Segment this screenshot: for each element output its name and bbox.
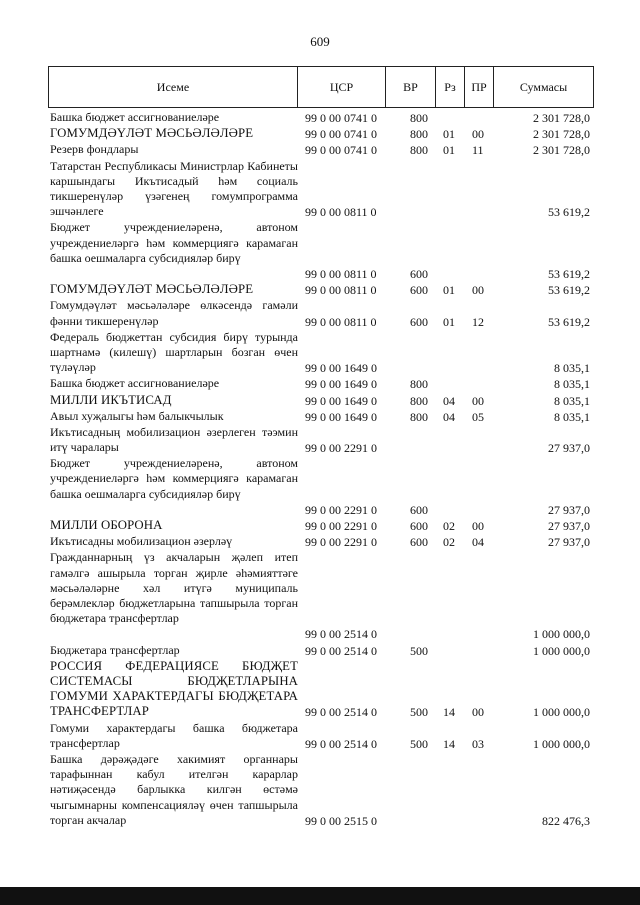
row-name: Федераль бюджеттан субсидия бирү турында шартнамә (килешү) шартларын бозган өчен түләүләр bbox=[50, 329, 298, 375]
table-row bbox=[0, 376, 640, 392]
row-vr: 800 bbox=[410, 110, 428, 125]
row-sum: 2 301 728,0 bbox=[533, 110, 590, 125]
row-name: Гомумдәүләт мәсьәләләре өлкәсендә гамәли фәнни тикшеренүләр bbox=[50, 298, 298, 328]
row-sum: 53 619,2 bbox=[548, 205, 590, 220]
row-rz: 04 bbox=[443, 409, 455, 424]
row-name: ГОМУМДӘҮЛӘТ МӘСЬӘЛӘЛӘРЕ bbox=[50, 282, 254, 297]
table-row bbox=[0, 298, 640, 329]
row-pr: 05 bbox=[472, 409, 484, 424]
row-name: Икътисадны мобилизацион әзерләү bbox=[50, 534, 233, 549]
row-csr: 99 0 00 2291 0 bbox=[305, 535, 377, 550]
row-sum: 27 937,0 bbox=[548, 535, 590, 550]
row-name: РОССИЯ ФЕДЕРАЦИЯСЕ БЮДҖЕТ СИСТЕМАСЫ БЮДҖЕТЛАРЫНА ГОМУМИ ХАРАКТЕРДАГЫ БЮДҖЕТАРА ТРАНСФЕРТЛАР bbox=[50, 658, 298, 719]
row-vr: 800 bbox=[410, 127, 428, 142]
row-pr: 12 bbox=[472, 314, 484, 329]
header-pr: ПР bbox=[465, 66, 494, 108]
row-vr: 600 bbox=[410, 266, 428, 281]
row-pr: 00 bbox=[472, 283, 484, 298]
row-csr: 99 0 00 2514 0 bbox=[305, 736, 377, 751]
table-row bbox=[0, 409, 640, 425]
header-name: Исеме bbox=[48, 66, 298, 108]
row-vr: 500 bbox=[410, 643, 428, 658]
row-sum: 27 937,0 bbox=[548, 519, 590, 534]
row-csr: 99 0 00 0741 0 bbox=[305, 110, 377, 125]
table-row bbox=[0, 159, 640, 221]
row-rz: 02 bbox=[443, 535, 455, 550]
row-sum: 8 035,1 bbox=[554, 361, 590, 376]
row-name: Бюджет учреждениеләренә, автоном учреждениеләргә һәм коммерциягә карамаган башка оешмаларга субсидияләр бирү bbox=[50, 220, 298, 265]
header-vr: ВР bbox=[386, 66, 436, 108]
row-name: Татарстан Республикасы Министрлар Кабинеты каршындагы Икътисадый һәм социаль тикшеренүләр үзәгенең гомумпрограмма эшчәнлеге bbox=[50, 158, 298, 219]
row-pr: 11 bbox=[472, 143, 484, 158]
row-csr: 99 0 00 2514 0 bbox=[305, 643, 377, 658]
scan-bottom-edge bbox=[0, 887, 640, 905]
row-csr: 99 0 00 1649 0 bbox=[305, 361, 377, 376]
row-csr: 99 0 00 1649 0 bbox=[305, 393, 377, 408]
row-sum: 8 035,1 bbox=[554, 393, 590, 408]
table-row bbox=[0, 550, 640, 642]
row-name: Башка бюджет ассигнованиеләре bbox=[50, 376, 220, 391]
row-rz: 14 bbox=[443, 705, 455, 720]
row-sum: 53 619,2 bbox=[548, 283, 590, 298]
row-name: Гражданнарның үз акчаларын җәлеп итеп гамәлгә ашырыла торган җирле әһәмияттәге мәсьәләләрне хәл итүгә муниципаль берәмлекләр бюджетларына тапшырыла торган бюджетара трансфертлар bbox=[50, 550, 298, 626]
row-sum: 2 301 728,0 bbox=[533, 143, 590, 158]
row-name: Бюджетара трансфертлар bbox=[50, 642, 180, 657]
row-csr: 99 0 00 0741 0 bbox=[305, 143, 377, 158]
row-vr: 600 bbox=[410, 502, 428, 517]
row-rz: 14 bbox=[443, 736, 455, 751]
table-row bbox=[0, 282, 640, 298]
row-vr: 800 bbox=[410, 377, 428, 392]
row-vr: 800 bbox=[410, 143, 428, 158]
row-csr: 99 0 00 1649 0 bbox=[305, 377, 377, 392]
table-row bbox=[0, 721, 640, 752]
header-csr: ЦСР bbox=[298, 66, 386, 108]
page-number: 609 bbox=[310, 34, 330, 49]
row-pr: 03 bbox=[472, 736, 484, 751]
table-row bbox=[0, 393, 640, 409]
row-csr: 99 0 00 2291 0 bbox=[305, 519, 377, 534]
row-sum: 1 000 000,0 bbox=[533, 705, 590, 720]
table-row bbox=[0, 330, 640, 377]
table-row bbox=[0, 752, 640, 829]
row-pr: 04 bbox=[472, 535, 484, 550]
row-vr: 600 bbox=[410, 519, 428, 534]
header-rz: Рз bbox=[436, 66, 465, 108]
row-pr: 00 bbox=[472, 393, 484, 408]
row-name: Бюджет учреждениеләренә, автоном учреждениеләргә һәм коммерциягә карамаган башка оешмаларга субсидияләр бирү bbox=[50, 456, 298, 501]
row-sum: 1 000 000,0 bbox=[533, 643, 590, 658]
row-name: МИЛЛИ ИКЪТИСАД bbox=[50, 392, 172, 407]
row-csr: 99 0 00 2515 0 bbox=[305, 813, 377, 828]
row-csr: 99 0 00 0811 0 bbox=[305, 266, 377, 281]
row-sum: 53 619,2 bbox=[548, 314, 590, 329]
row-csr: 99 0 00 2291 0 bbox=[305, 502, 377, 517]
row-csr: 99 0 00 1649 0 bbox=[305, 409, 377, 424]
row-vr: 600 bbox=[410, 283, 428, 298]
table-row bbox=[0, 425, 640, 456]
row-csr: 99 0 00 2514 0 bbox=[305, 705, 377, 720]
row-csr: 99 0 00 2514 0 bbox=[305, 627, 377, 642]
row-vr: 600 bbox=[410, 535, 428, 550]
row-vr: 800 bbox=[410, 409, 428, 424]
row-vr: 800 bbox=[410, 393, 428, 408]
row-name: Башка дәрәҗәдәге хакимият органнары тарафыннан кабул ителгән карарлар нәтиҗәсендә барлыкка килгән өстәмә чыгымнарны компенсацияләү өчен тапшырыла торган акчалар bbox=[50, 752, 298, 827]
row-vr: 500 bbox=[410, 736, 428, 751]
table-row bbox=[0, 126, 640, 142]
row-csr: 99 0 00 0811 0 bbox=[305, 314, 377, 329]
table-row bbox=[0, 518, 640, 534]
table-row bbox=[0, 456, 640, 518]
row-sum: 2 301 728,0 bbox=[533, 127, 590, 142]
row-rz: 01 bbox=[443, 283, 455, 298]
row-csr: 99 0 00 0811 0 bbox=[305, 205, 377, 220]
table-row bbox=[0, 643, 640, 659]
table-row bbox=[0, 659, 640, 721]
row-name: Резерв фондлары bbox=[50, 142, 139, 157]
budget-table-body bbox=[0, 110, 640, 829]
row-pr: 00 bbox=[472, 705, 484, 720]
row-pr: 00 bbox=[472, 519, 484, 534]
row-sum: 8 035,1 bbox=[554, 377, 590, 392]
row-csr: 99 0 00 0811 0 bbox=[305, 283, 377, 298]
row-rz: 01 bbox=[443, 314, 455, 329]
row-name: Икътисадның мобилизацион әзерлеген тәэмин итү чаралары bbox=[50, 424, 298, 455]
row-sum: 27 937,0 bbox=[548, 441, 590, 456]
row-sum: 27 937,0 bbox=[548, 502, 590, 517]
row-rz: 02 bbox=[443, 519, 455, 534]
table-row bbox=[0, 534, 640, 550]
row-sum: 1 000 000,0 bbox=[533, 736, 590, 751]
row-sum: 1 000 000,0 bbox=[533, 627, 590, 642]
table-row bbox=[0, 142, 640, 158]
row-name: МИЛЛИ ОБОРОНА bbox=[50, 518, 163, 533]
row-sum: 8 035,1 bbox=[554, 409, 590, 424]
header-sum: Суммасы bbox=[494, 66, 594, 108]
row-sum: 53 619,2 bbox=[548, 266, 590, 281]
row-csr: 99 0 00 2291 0 bbox=[305, 441, 377, 456]
table-row bbox=[0, 110, 640, 126]
row-name: Башка бюджет ассигнованиеләре bbox=[50, 110, 220, 124]
row-pr: 00 bbox=[472, 127, 484, 142]
row-name: Авыл хуҗалыгы һәм балыкчылык bbox=[50, 408, 224, 423]
row-rz: 01 bbox=[443, 127, 455, 142]
row-sum: 822 476,3 bbox=[542, 813, 590, 828]
row-rz: 04 bbox=[443, 393, 455, 408]
row-vr: 600 bbox=[410, 314, 428, 329]
row-vr: 500 bbox=[410, 705, 428, 720]
row-name: Гомуми характердагы башка бюджетара трансфертлар bbox=[50, 720, 298, 750]
row-name: ГОМУМДӘҮЛӘТ МӘСЬӘЛӘЛӘРЕ bbox=[50, 126, 254, 141]
row-csr: 99 0 00 0741 0 bbox=[305, 127, 377, 142]
table-row bbox=[0, 220, 640, 282]
row-rz: 01 bbox=[443, 143, 455, 158]
